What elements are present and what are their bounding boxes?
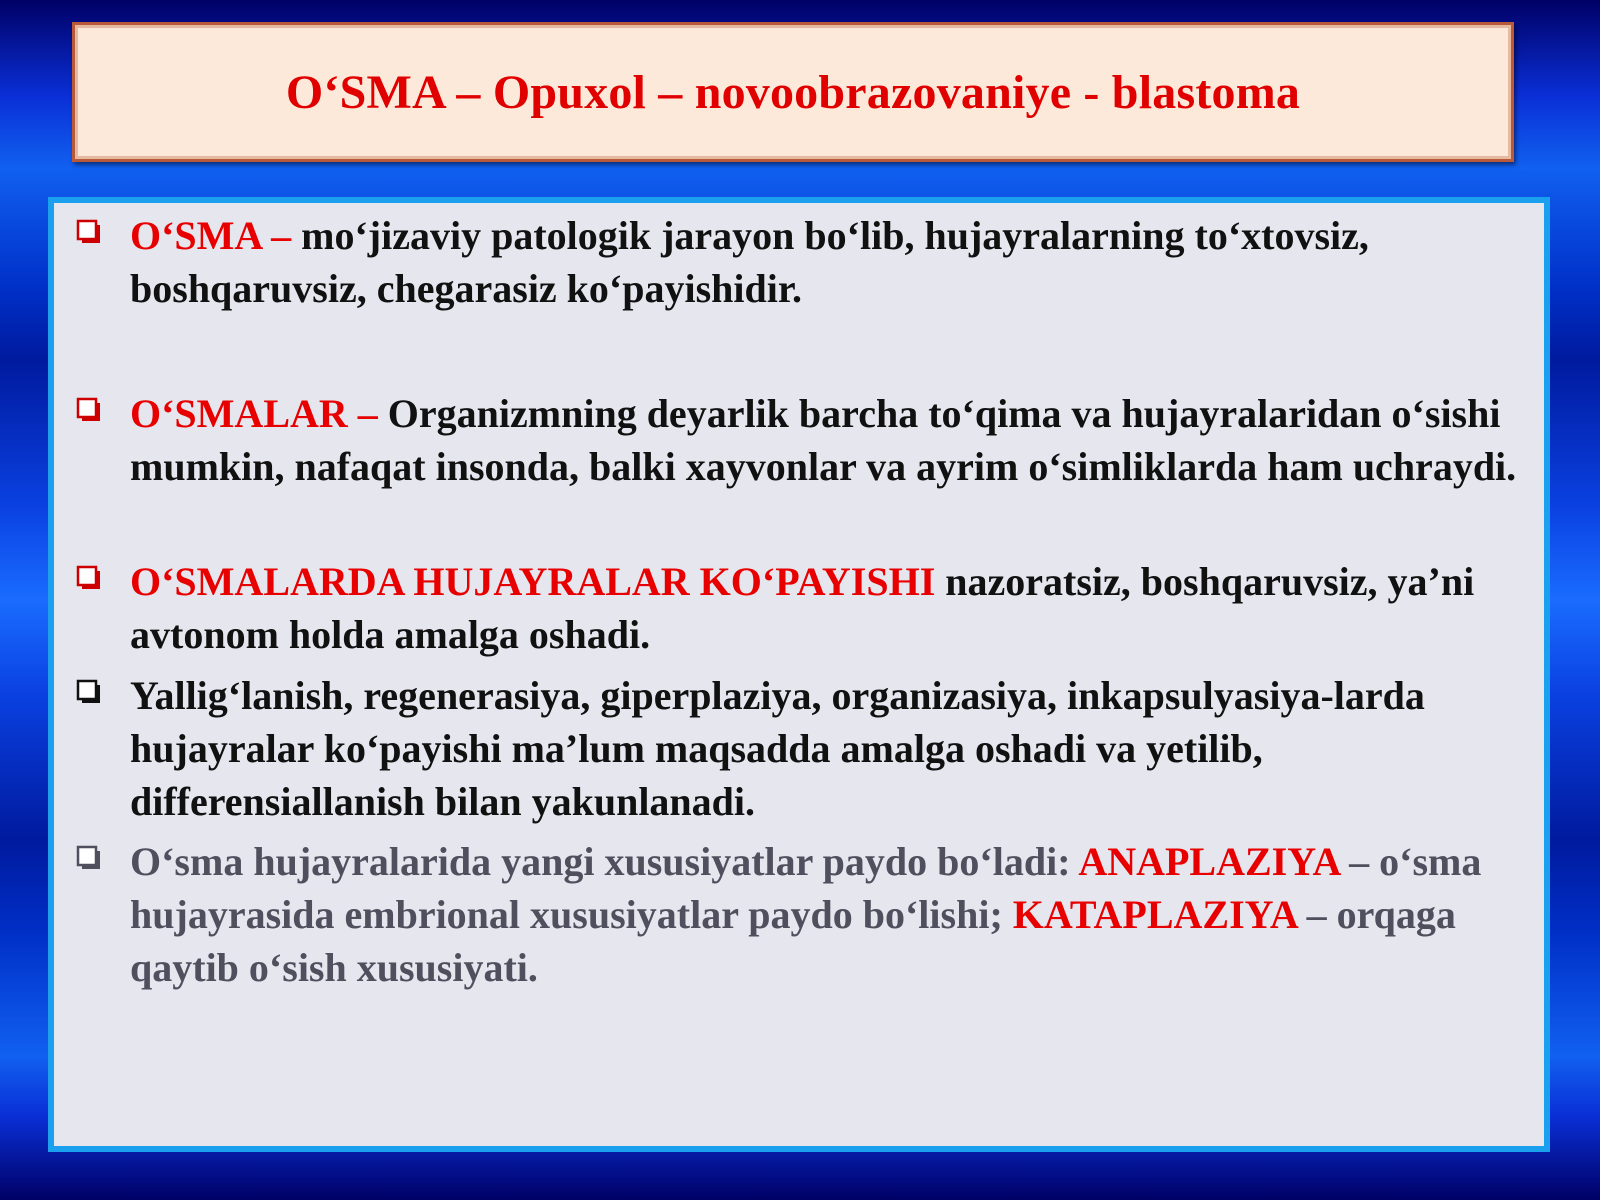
- kataplaziya-text: – orqaga qaytib o‘sish xususiyati.: [130, 892, 1456, 990]
- term-anaplaziya: ANAPLAZIYA: [1078, 839, 1340, 884]
- bullet-list: [54, 203, 1544, 1146]
- term-osma: O‘SMA –: [130, 213, 292, 258]
- checkbox-bullet-icon: [76, 219, 102, 245]
- bullet-text: [130, 835, 1524, 994]
- bullet-text: [130, 387, 1524, 493]
- checkbox-bullet-icon: [76, 565, 102, 591]
- checkbox-bullet-icon: [76, 397, 102, 423]
- term-kataplaziya: KATAPLAZIYA: [1012, 892, 1297, 937]
- intro-text: O‘sma hujayralarida yangi xususiyatlar paydo bo‘ladi:: [130, 839, 1079, 884]
- bullet-text: Yallig‘lanish, regenerasiya, giperplaziya, organizasiya, inkapsulyasiya-larda hujayralar ko‘payishi ma’lum maqsadda amalga oshadi va yetilib, differensiallanish bilan yakunlanadi.: [130, 673, 1425, 824]
- slide-content-box: [48, 197, 1550, 1152]
- definition-text: Organizmning deyarlik barcha to‘qima va hujayralaridan o‘sishi mumkin, nafaqat insonda, balki xayvonlar va ayrim o‘simliklarda ham uchraydi.: [130, 391, 1517, 489]
- bullet-text: [130, 555, 1524, 661]
- anaplaziya-text: – o‘sma hujayrasida embrional xususiyatlar paydo bo‘lishi;: [130, 839, 1482, 937]
- checkbox-bullet-icon: [76, 679, 102, 705]
- term-osmalarda-hujayralar: O‘SMALARDA HUJAYRALAR KO‘PAYISHI: [130, 559, 936, 604]
- checkbox-bullet-icon: [76, 845, 102, 871]
- term-osmalar: O‘SMALAR –: [130, 391, 378, 436]
- bullet-text: [130, 209, 1524, 315]
- definition-text: mo‘jizaviy patologik jarayon bo‘lib, hujayralarning to‘xtovsiz, boshqaruvsiz, chegarasiz ko‘payishidir.: [130, 213, 1369, 311]
- slide-title: O‘SMA – Opuxol – novoobrazovaniye - blastoma: [285, 65, 1301, 119]
- slide-title-box: [72, 22, 1514, 162]
- definition-text: nazoratsiz, boshqaruvsiz, ya’ni avtonom holda amalga oshadi.: [130, 559, 1475, 657]
